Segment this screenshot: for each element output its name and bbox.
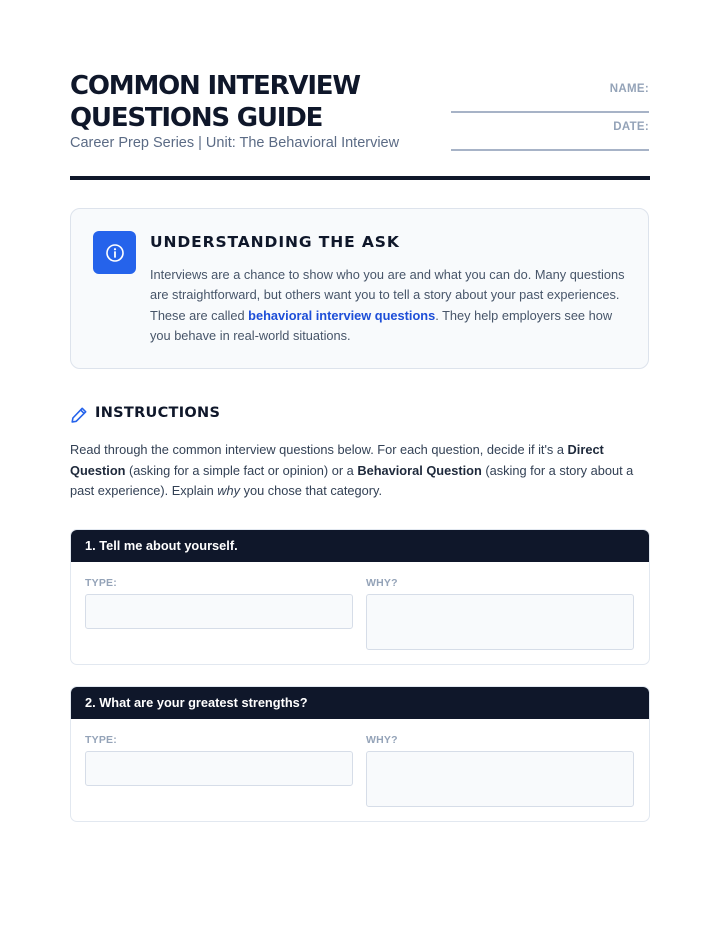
type-input[interactable] xyxy=(85,751,353,786)
page-title: COMMON INTERVIEW QUESTIONS GUIDE xyxy=(70,71,360,133)
info-text: Interviews are a chance to show who you are and what you can do. Many questions are straightforward, but others want you to tell a story about your past experiences. These are called behavioral interview questions. They help employers see how you behave in real-world situations. xyxy=(150,267,625,343)
info-box xyxy=(70,208,649,369)
info-title: UNDERSTANDING THE ASK xyxy=(150,233,400,251)
type-label: TYPE: xyxy=(85,577,117,589)
question-title: 2. What are your greatest strengths? xyxy=(71,687,649,719)
instructions-title: INSTRUCTIONS xyxy=(95,405,221,421)
question-card xyxy=(70,529,650,665)
name-label: NAME: xyxy=(609,83,649,95)
why-label: WHY? xyxy=(366,734,398,746)
header-divider xyxy=(70,176,650,180)
type-label: TYPE: xyxy=(85,734,117,746)
pencil-icon xyxy=(70,406,88,429)
info-icon xyxy=(93,231,136,274)
date-label: DATE: xyxy=(613,121,649,133)
question-card xyxy=(70,686,650,822)
question-title: 1. Tell me about yourself. xyxy=(71,530,649,562)
type-input[interactable] xyxy=(85,594,353,629)
why-input[interactable] xyxy=(366,594,634,650)
why-input[interactable] xyxy=(366,751,634,807)
why-label: WHY? xyxy=(366,577,398,589)
highlight-term: behavioral interview questions xyxy=(248,307,436,323)
name-field[interactable] xyxy=(451,111,649,113)
page-subtitle: Career Prep Series | Unit: The Behavioral Interview xyxy=(70,135,400,151)
instructions-text: Read through the common interview questions below. For each question, decide if it's a Direct Question (asking for a simple fact or opinion) or a Behavioral Question (asking for a story about a past experience). Explain why you chose that category. xyxy=(70,442,634,498)
date-field[interactable] xyxy=(451,149,649,151)
